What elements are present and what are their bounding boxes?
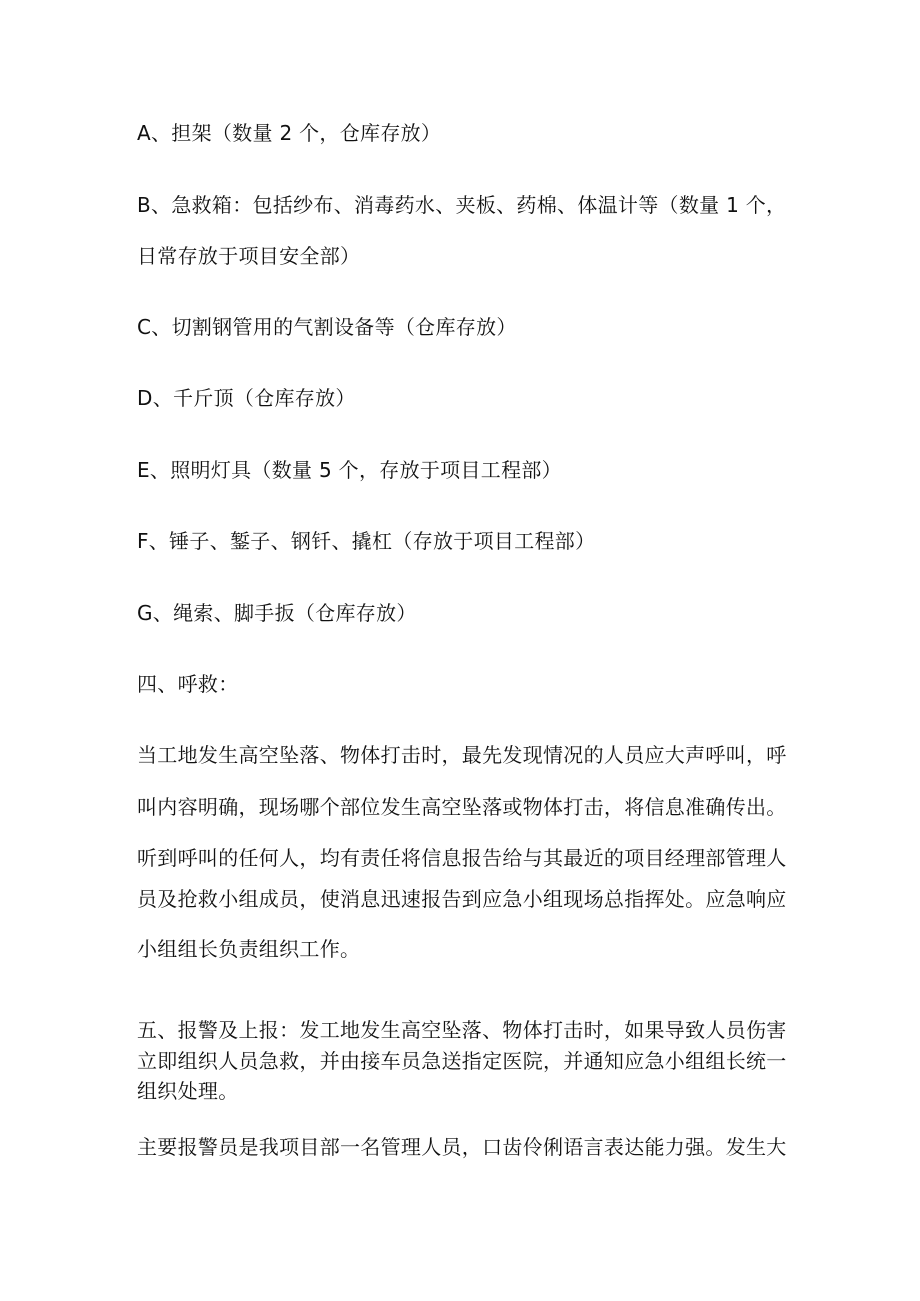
alarm-staff-paragraph-line: 主要报警员是我项目部一名管理人员，口齿伶俐语言表达能力强。发生大 (137, 1135, 787, 1159)
call-for-help-paragraph-line: 当工地发生高空坠落、物体打击时，最先发现情况的人员应大声呼叫，呼 (137, 743, 787, 767)
equipment-item-f: F、锤子、錾子、钢钎、撬杠（存放于项目工程部） (137, 529, 596, 553)
alarm-report-paragraph-line: 五、报警及上报：发工地发生高空坠落、物体打击时，如果导致人员伤害 (137, 1018, 787, 1042)
call-for-help-paragraph-line: 叫内容明确，现场哪个部位发生高空坠落或物体打击，将信息准确传出。 (137, 795, 787, 819)
equipment-item-b-continued: 日常存放于项目安全部） (137, 244, 361, 268)
equipment-item-e: E、照明灯具（数量 5 个，存放于项目工程部） (137, 458, 562, 482)
equipment-item-a: A、担架（数量 2 个，仓库存放） (137, 121, 442, 145)
alarm-report-paragraph-line: 立即组织人员急救，并由接车员急送指定医院，并通知应急小组组长统一 (137, 1049, 787, 1073)
equipment-item-g: G、绳索、脚手扳（仓库存放） (137, 601, 417, 625)
call-for-help-paragraph-line: 小组组长负责组织工作。 (137, 937, 361, 961)
call-for-help-paragraph-line: 听到呼叫的任何人，均有责任将信息报告给与其最近的项目经理部管理人 (137, 846, 787, 870)
equipment-item-c: C、切割钢管用的气割设备等（仓库存放） (137, 315, 517, 339)
call-for-help-paragraph-line: 员及抢救小组成员，使消息迅速报告到应急小组现场总指挥处。应急响应 (137, 887, 787, 911)
equipment-item-b: B、急救箱：包括纱布、消毒药水、夹板、药棉、体温计等（数量 1 个， (137, 193, 787, 217)
alarm-report-paragraph-line: 组织处理。 (137, 1079, 239, 1103)
section-heading-call-for-help: 四、呼救： (137, 672, 239, 696)
equipment-item-d: D、千斤顶（仓库存放） (137, 386, 356, 410)
